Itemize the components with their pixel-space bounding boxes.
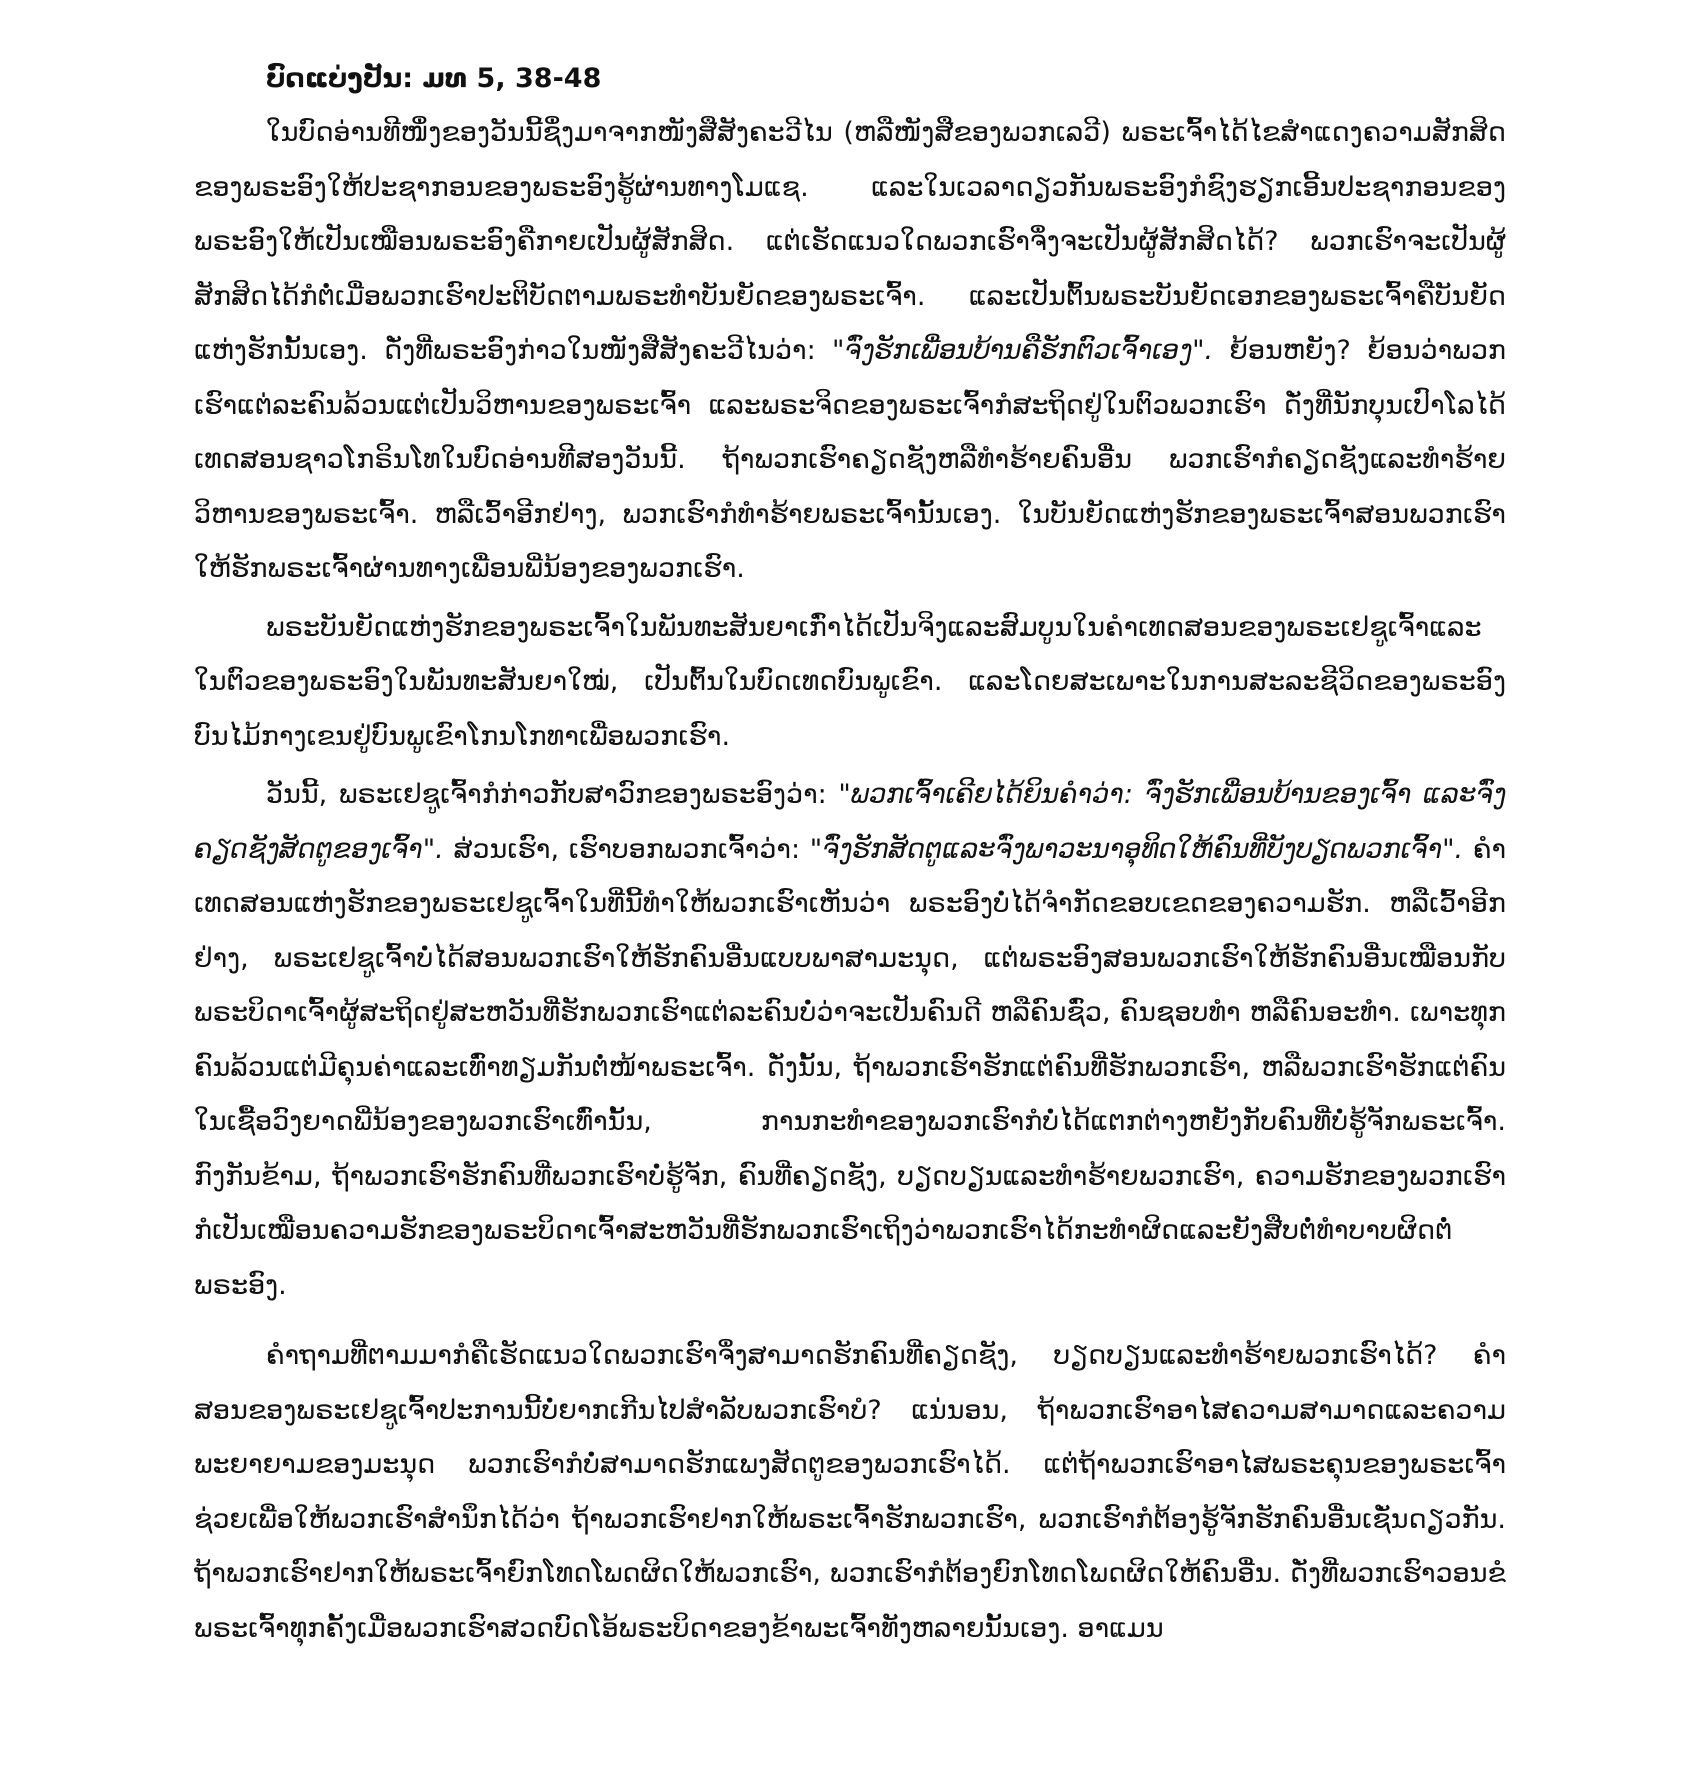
paragraph-text: ຄຳຖາມທີ່ຕາມມາກໍຄືເຮັດແນວໃດພວກເຮົາຈຶ່ງສາມາດຮັກຄົນທີ່ຄຽດຊັງ, ບຽດບຽນແລະທຳຮ້າຍພວກເຮົາໄດ້? ຄຳສອນຂອງພຣະເຢຊູເຈົ້າປະການນີ້ບໍ່ຍາກເກີນໄປສຳລັບພວກເຮົາບໍ? ແນ່ນອນ, ຖ້າພວກເຮົາອາໄສຄວາມສາມາດແລະຄວາມພະຍາຍາມຂອງມະນຸດ ພວກເຮົາກໍບໍ່ສາມາດຮັກແພງສັດຕູຂອງພວກເຮົາໄດ້. ແຕ່ຖ້າພວກເຮົາອາໄສພຣະຄຸນຂອງພຣະເຈົ້າຊ່ວຍເພື່ອໃຫ້ພວກເຮົາສຳນຶກໄດ້ວ່າ ຖ້າພວກເຮົາຢາກໃຫ້ພຣະເຈົ້າຮັກພວກເຮົາ, ພວກເຮົາກໍຕ້ອງຮູ້ຈັກຮັກຄົນອື່ນເຊັ່ນດຽວກັນ. ຖ້າພວກເຮົາຢາກໃຫ້ພຣະເຈົ້າຍົກໂທດໂພດຜິດໃຫ້ພວກເຮົາ, ພວກເຮົາກໍຕ້ອງຍົກໂທດໂພດຜິດໃຫ້ຄົນອື່ນ. ດັ່ງທີ່ພວກເຮົາວອນຂໍພຣະເຈົ້າທຸກຄັ້ງເມື່ອພວກເຮົາສວດບົດໂອ້ພຣະບິດາຂອງຂ້າພະເຈົ້າທັງຫລາຍນັ້ນເອງ. ອາແມນ [194,1340,1506,1644]
paragraph-2 [194,601,1506,765]
paragraph-text: ວັນນີ້, ພຣະເຢຊູເຈົ້າກໍກ່າວກັບສາວົກຂອງພຣະອົງວ່າ: [266,779,839,810]
paragraph-text: ໃນບົດອ່ານທີໜຶ່ງຂອງວັນນີ້ຊຶ່ງມາຈາກໜັງສືສັງຄະວີໄນ (ຫລືໜັງສືຂອງພວກເລວີ) ພຣະເຈົ້າໄດ້ໄຂສຳແດງຄວາມສັກສິດຂອງພຣະອົງໃຫ້ປະຊາກອນຂອງພຣະອົງຮູ້ຜ່ານທາງໂມແຊ. ແລະໃນເວລາດຽວກັນພຣະອົງກໍຊົງຮຽກເອີ້ນປະຊາກອນຂອງພຣະອົງໃຫ້ເປັນເໝືອນພຣະອົງຄືກາຍເປັນຜູ້ສັກສິດ. ແຕ່ເຮັດແນວໃດພວກເຮົາຈຶ່ງຈະເປັນຜູ້ສັກສິດໄດ້? ພວກເຮົາຈະເປັນຜູ້ສັກສິດໄດ້ກໍຕໍ່ເມື່ອພວກເຮົາປະຕິບັດຕາມພຣະທຳບັນຍັດຂອງພຣະເຈົ້າ. ແລະເປັນຕົ້ນພຣະບັນຍັດເອກຂອງພຣະເຈົ້າຄືບັນຍັດແຫ່ງຮັກນັ້ນເອງ. ດັ່ງທີ່ພຣະອົງກ່າວໃນໜັງສືສັງຄະວີໄນວ່າ: [194,117,1506,366]
paragraph-text: ສ່ວນເຮົາ, ເຮົາບອກພວກເຈົ້າວ່າ: [443,833,810,865]
quote-text: "ພວກເຈົ້າເຄີຍໄດ້ຍິນຄຳວ່າ: ຈົ່ງຮັກເພື່ອນບ້ານຂອງເຈົ້າ ແລະຈົ່ງຄຽດຊັງສັດຕູຂອງເຈົ້າ". [194,779,1506,865]
quote-text: "ຈົ່ງຮັກເພື່ອນບ້ານຄືຮັກຕົວເຈົ້າເອງ". [832,335,1214,366]
paragraph-4 [194,1329,1506,1656]
paragraph-text: ຍ້ອນຫຍັງ? ຍ້ອນວ່າພວກເຮົາແຕ່ລະຄົນລ້ວນແຕ່ເປັນວິຫານຂອງພຣະເຈົ້າ ແລະພຣະຈິດຂອງພຣະເຈົ້າກໍສະຖິດຢູ່ໃນຕົວພວກເຮົາ ດັ່ງທີ່ນັກບຸນເປົາໂລໄດ້ເທດສອນຊາວໂກຣິນໂທໃນບົດອ່ານທີສອງວັນນີ້. ຖ້າພວກເຮົາຄຽດຊັງຫລືທຳຮ້າຍຄົນອື່ນ ພວກເຮົາກໍຄຽດຊັງແລະທຳຮ້າຍວິຫານຂອງພຣະເຈົ້າ. ຫລືເວົ້າອີກຢ່າງ, ພວກເຮົາກໍທຳຮ້າຍພຣະເຈົ້ານັ້ນເອງ. ໃນບັນຍັດແຫ່ງຮັກຂອງພຣະເຈົ້າສອນພວກເຮົາໃຫ້ຮັກພຣະເຈົ້າຜ່ານທາງເພື່ອນພີ່ນ້ອງຂອງພວກເຮົາ. [194,335,1506,584]
document-page [194,52,1506,1656]
paragraph-3 [194,768,1506,1313]
paragraph-1 [194,106,1506,597]
page-title: ບົດແບ່ງປັນ: ມທ 5, 38-48 [266,63,602,94]
paragraph-text: ຄຳເທດສອນແຫ່ງຮັກຂອງພຣະເຢຊູເຈົ້າໃນທີ່ນີ້ທຳໃຫ້ພວກເຮົາເຫັນວ່າ ພຣະອົງບໍ່ໄດ້ຈຳກັດຂອບເຂດຂອງຄວາມຮັກ. ຫລືເວົ້າອີກຢ່າງ, ພຣະເຢຊູເຈົ້າບໍ່ໄດ້ສອນພວກເຮົາໃຫ້ຮັກຄົນອື່ນແບບພາສາມະນຸດ, ແຕ່ພຣະອົງສອນພວກເຮົາໃຫ້ຮັກຄົນອື່ນເໝືອນກັບພຣະບິດາເຈົ້າຜູ້ສະຖິດຢູ່ສະຫວັນທີ່ຮັກພວກເຮົາແຕ່ລະຄົນບໍ່ວ່າຈະເປັນຄົນດີ ຫລືຄົນຊົ່ວ, ຄົນຊອບທຳ ຫລືຄົນອະທຳ. ເພາະທຸກຄົນລ້ວນແຕ່ມີຄຸນຄ່າແລະເທົ່າທຽມກັນຕໍ່ໜ້າພຣະເຈົ້າ. ດັ່ງນັ້ນ, ຖ້າພວກເຮົາຮັກແຕ່ຄົນທີ່ຮັກພວກເຮົາ, ຫລືພວກເຮົາຮັກແຕ່ຄົນໃນເຊື້ອວົງຍາດພີ່ນ້ອງຂອງພວກເຮົາເທົ່ານັ້ນ, ການກະທຳຂອງພວກເຮົາກໍບໍ່ໄດ້ແຕກຕ່າງຫຍັງກັບຄົນທີ່ບໍ່ຮູ້ຈັກພຣະເຈົ້າ. ກົງກັນຂ້າມ, ຖ້າພວກເຮົາຮັກຄົນທີ່ພວກເຮົາບໍ່ຮູ້ຈັກ, ຄົນທີ່ຄຽດຊັງ, ບຽດບຽນແລະທຳຮ້າຍພວກເຮົາ, ຄວາມຮັກຂອງພວກເຮົາກໍເປັນເໝືອນຄວາມຮັກຂອງພຣະບິດາເຈົ້າສະຫວັນທີ່ຮັກພວກເຮົາເຖິງວ່າພວກເຮົາໄດ້ກະທຳຜິດແລະຍັງສືບຕໍ່ທຳບາບຜິດຕໍ່ພຣະອົງ. [194,833,1506,1301]
paragraph-text: ພຣະບັນຍັດແຫ່ງຮັກຂອງພຣະເຈົ້າໃນພັນທະສັນຍາເກົ່າໄດ້ເປັນຈິງແລະສົມບູນໃນຄຳເທດສອນຂອງພຣະເຢຊູເຈົ້າແລະໃນຕົວຂອງພຣະອົງໃນພັນທະສັນຍາໃໝ່, ເປັນຕົ້ນໃນບົດເທດບົນພູເຂົາ. ແລະໂດຍສະເພາະໃນການສະລະຊີວິດຂອງພຣະອົງບົນໄມ້ກາງເຂນຢູ່ບົນພູເຂົາໂກນໂກທາເພື່ອພວກເຮົາ. [194,611,1506,752]
quote-text: "ຈົ່ງຮັກສັດຕູແລະຈົ່ງພາວະນາອຸທິດໃຫ້ຄົນທີ່ບັງບຽດພວກເຈົ້າ". [809,833,1464,865]
